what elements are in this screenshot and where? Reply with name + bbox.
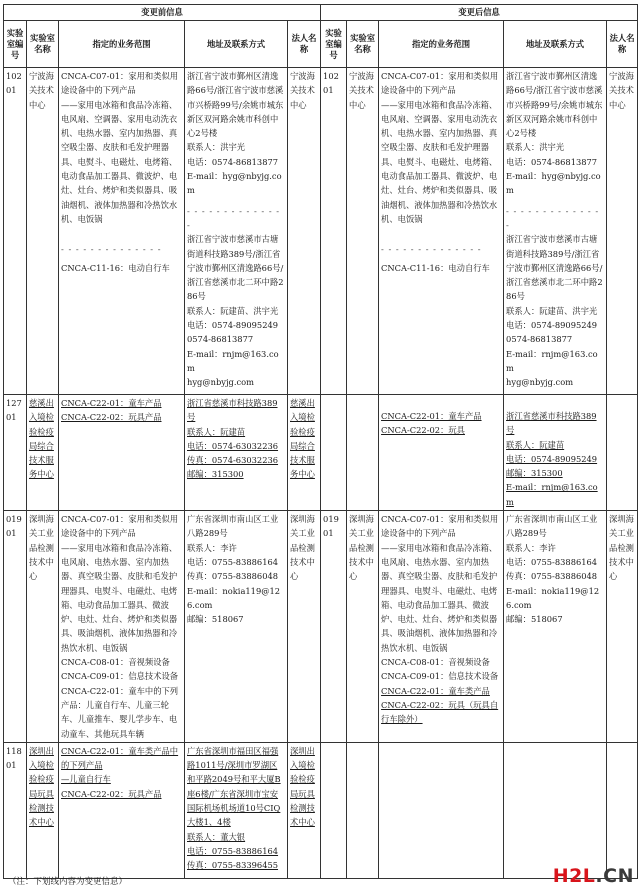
addr-cell-after: [504, 742, 607, 878]
lab-no-after: 10201: [321, 68, 347, 395]
addr-cell-after: [504, 68, 607, 395]
scope-cell-after: CNCA-C22-01：童车产品 CNCA-C22-02：玩具: [379, 395, 504, 511]
lab-no: 12701: [4, 395, 27, 511]
col-name-header-after: 实验室名称: [347, 21, 379, 68]
addr-text-2-after: 浙江省宁波市慈溪市古塘街道科技路389号/浙江省宁波市鄞州区清逸路66号/浙江省慈溪市北二环中路286号 联系人：阮建苗、洪宇光 电话：0574-89095249 0574-86813877 E-mail：rnjm@163.com hyg@nbyjg.com: [506, 234, 603, 388]
legal-name-after: 深圳海关工业品检测技术中心: [607, 511, 638, 743]
table-row: [4, 742, 638, 878]
lab-no-after: [321, 742, 347, 878]
lab-name: 深圳出入境检验检疫局玩具检测技术中心: [27, 742, 59, 878]
addr-cell: [185, 68, 288, 395]
lab-name: 宁波海关技术中心: [27, 68, 59, 395]
scope-text-changed: CNCA-C22-01：童车类产品 CNCA-C22-02：玩具（玩具自行车除外）: [381, 685, 499, 725]
lab-no: 11801: [4, 742, 27, 878]
separator-dash: - - - - - - - - - - - - - -: [506, 205, 600, 230]
legal-name: 慈溪出入境检验检疫局综合技术服务中心: [288, 395, 321, 511]
before-header: 变更前信息: [4, 5, 321, 21]
addr-cell: 广东省深圳市福田区福强路1011号/深圳市罗湖区和平路2049号和平大厦B座6楼/广东省深圳市宝安国际机场机场道10号CIQ大楼1、4楼 联系人：董大银 电话：0755-83886164 传真：0755-83396455: [185, 742, 288, 878]
addr-cell-after: 浙江省慈溪市科技路389号 联系人：阮建苗 电话：0574-89095249 邮编：315300 E-mail：rnjm@163.com: [504, 395, 607, 511]
addr-cell: 浙江省慈溪市科技路389号 联系人：阮建苗 电话：0574-63032236 传真：0574-63032236 邮编：315300: [185, 395, 288, 511]
scope-cell: [59, 68, 185, 395]
table-row: [4, 395, 638, 511]
watermark-part2: .CN: [595, 865, 634, 887]
lab-name: 深圳海关工业品检测技术中心: [27, 511, 59, 743]
addr-text-after: 浙江省宁波市鄞州区清逸路66号/浙江省宁波市慈溪市兴桥路99号/余姚市城东新区双河路余姚市科创中心2号楼 联系人：洪宇光 电话：0574-86813877 E-mail：hyg@nbyjg.com: [506, 71, 603, 196]
scope-cell-after: [379, 742, 504, 878]
col-legal-header: 法人名称: [288, 21, 321, 68]
lab-name-after: [347, 395, 379, 511]
separator-dash: - - - - - - - - - - - - - -: [187, 205, 281, 230]
scope-cell: CNCA-C22-01：童车产品 CNCA-C22-02：玩具产品: [59, 395, 185, 511]
col-legal-header-after: 法人名称: [607, 21, 638, 68]
legal-name-after: [607, 742, 638, 878]
footnote: （注：下划线内容为变更信息）: [8, 877, 128, 887]
watermark-logo: [553, 865, 634, 887]
addr-text-2: 浙江省宁波市慈溪市古塘街道科技路389号/浙江省宁波市鄞州区清逸路66号/浙江省慈溪市北二环中路286号 联系人：阮建苗、洪宇光 电话：0574-89095249 0574-86813877 E-mail：rnjm@163.com hyg@nbyjg.com: [187, 234, 284, 388]
lab-name-after: 宁波海关技术中心: [347, 68, 379, 395]
lab-no: 01901: [4, 511, 27, 743]
col-name-header: 实验室名称: [27, 21, 59, 68]
scope-text: CNCA-C07-01：家用和类似用途设备中的下列产品 ——家用电冰箱和食品冷冻箱、电风扇、空调器、家用电动洗衣机、电热水器、室内加热器、真空吸尘器、皮肤和毛发护理器具、电熨斗、电磁灶、电烤箱、电动食品加工器具、微波炉、电灶、灶台、烤炉和类似器具、吸油烟机、液体加热器和冷热饮水机、电饭锅: [61, 71, 179, 224]
col-addr-header: 地址及联系方式: [185, 21, 288, 68]
scope-cell-after: [379, 511, 504, 743]
addr-cell: 广东省深圳市南山区工业八路289号 联系人：李许 电话：0755-83886164 传真：0755-83886048 E-mail：nokia119@126.com 邮编：518067: [185, 511, 288, 743]
addr-text: 浙江省宁波市鄞州区清逸路66号/浙江省宁波市慈溪市兴桥路99号/余姚市城东新区双河路余姚市科创中心2号楼 联系人：洪宇光 电话：0574-86813877 E-mail：hyg@nbyjg.com: [187, 71, 284, 196]
scope-cell: CNCA-C07-01：家用和类似用途设备中的下列产品 ——家用电冰箱和食品冷冻箱、电风扇、电热水器、室内加热器、真空吸尘器、皮肤和毛发护理器具、电熨斗、电磁灶、电烤箱、电动食品加工器具、微波炉、电灶、灶台、烤炉和类似器具、吸油烟机、液体加热器和冷热饮水机、电饭锅 CNCA-C08-01：音视频设备 CNCA-C09-01：信息技术设备 CNCA-C22-01：童车中的下列产品：儿童自行车、儿童三轮车、儿童推车、婴儿学步车、电动童车、其他玩具车辆: [59, 511, 185, 743]
separator-dash: - - - - - - - - - - - - - -: [61, 244, 162, 255]
col-no-header-after: 实验室编号: [321, 21, 347, 68]
lab-no-after: [321, 395, 347, 511]
col-addr-header-after: 地址及联系方式: [504, 21, 607, 68]
lab-name-after: 深圳海关工业品检测技术中心: [347, 511, 379, 743]
scope-cell: CNCA-C22-01：童车类产品中的下列产品 —儿童自行车 CNCA-C22-02：玩具产品: [59, 742, 185, 878]
table-row: [4, 68, 638, 395]
lab-no: 10201: [4, 68, 27, 395]
scope-cell-after: [379, 68, 504, 395]
col-no-header: 实验室编号: [4, 21, 27, 68]
after-header: 变更后信息: [321, 5, 638, 21]
separator-dash: - - - - - - - - - - - - - -: [381, 244, 482, 255]
legal-name: 深圳海关工业品检测技术中心: [288, 511, 321, 743]
col-scope-header-after: 指定的业务范围: [379, 21, 504, 68]
scope-text-after: CNCA-C07-01：家用和类似用途设备中的下列产品 ——家用电冰箱和食品冷冻箱、电风扇、空调器、家用电动洗衣机、电热水器、室内加热器、真空吸尘器、皮肤和毛发护理器具、电熨斗、电磁灶、电烤箱、电动食品加工器具、微波炉、电灶、灶台、烤炉和类似器具、吸油烟机、液体加热器和冷热饮水机、电饭锅: [381, 71, 499, 224]
addr-cell-after: 广东省深圳市南山区工业八路289号 联系人：李许 电话：0755-83886164 传真：0755-83886048 E-mail：nokia119@126.com 邮编：518067: [504, 511, 607, 743]
lab-name: 慈溪出入境检验检疫局综合技术服务中心: [27, 395, 59, 511]
header-row-groups: [4, 5, 638, 21]
col-scope-header: 指定的业务范围: [59, 21, 185, 68]
table-row: [4, 511, 638, 743]
lab-change-table: [3, 4, 638, 879]
scope-text-2: CNCA-C11-16：电动自行车: [61, 262, 170, 273]
scope-text-after: CNCA-C07-01：家用和类似用途设备中的下列产品 ——家用电冰箱和食品冷冻箱、电风扇、电热水器、室内加热器、真空吸尘器、皮肤和毛发护理器具、电熨斗、电磁灶、电烤箱、电动食品加工器具、微波炉、电灶、灶台、烤炉和类似器具、吸油烟机、液体加热器和冷热饮水机、电饭锅 CNCA-C08-01：音视频设备 CNCA-C09-01：信息技术设备: [381, 514, 499, 682]
watermark-part1: H2L: [552, 865, 596, 887]
lab-name-after: [347, 742, 379, 878]
lab-no-after: 01901: [321, 511, 347, 743]
scope-text-2-after: CNCA-C11-16：电动自行车: [381, 262, 490, 273]
legal-name: 宁波海关技术中心: [288, 68, 321, 395]
header-row-columns: [4, 21, 638, 68]
legal-name-after: 宁波海关技术中心: [607, 68, 638, 395]
legal-name-after: [607, 395, 638, 511]
legal-name: 深圳出入境检验检疫局玩具检测技术中心: [288, 742, 321, 878]
